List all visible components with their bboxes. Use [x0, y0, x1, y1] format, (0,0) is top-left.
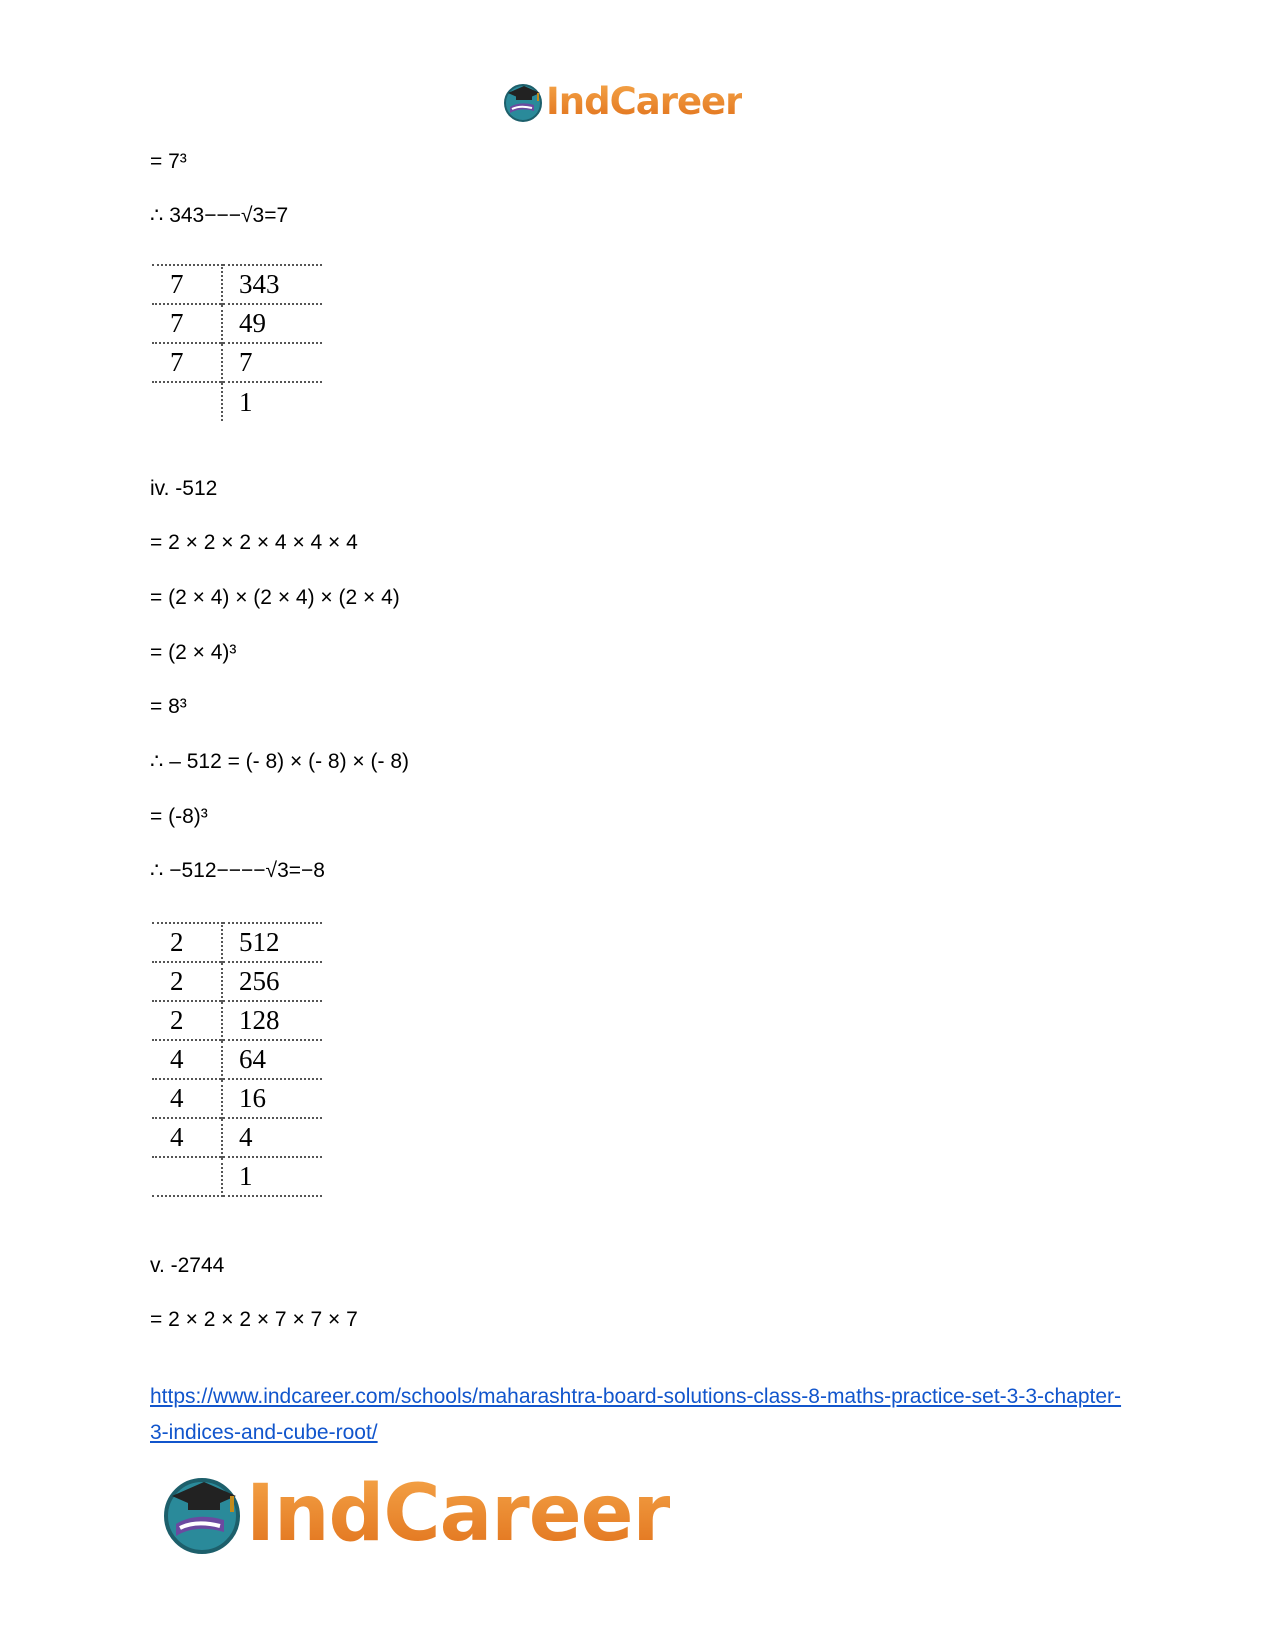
divisor-cell: 4	[152, 1040, 222, 1079]
table-row	[152, 265, 322, 304]
divisor-cell: 7	[152, 304, 222, 343]
header-logo	[502, 80, 742, 124]
graduation-cap-book-globe-icon	[160, 1472, 244, 1556]
table-row	[152, 1157, 322, 1196]
math-line: = 8³	[150, 695, 187, 718]
quotient-cell: 64	[222, 1040, 322, 1079]
divisor-cell: 2	[152, 962, 222, 1001]
quotient-cell: 128	[222, 1001, 322, 1040]
divisor-cell: 7	[152, 265, 222, 304]
table-row	[152, 1001, 322, 1040]
quotient-cell: 256	[222, 962, 322, 1001]
source-link[interactable]: https://www.indcareer.com/schools/maharashtra-board-solutions-class-8-maths-practice-set-3-3-chapter-3-indices-and-cube-root/	[150, 1385, 1122, 1444]
quotient-cell: 1	[222, 382, 322, 421]
quotient-cell: 1	[222, 1157, 322, 1196]
math-line: ∴ −512−−−−√3=−8	[150, 859, 325, 882]
table-row	[152, 923, 322, 962]
math-line: v. -2744	[150, 1254, 225, 1277]
divisor-cell: 7	[152, 343, 222, 382]
division-table-512	[152, 922, 322, 1197]
quotient-cell: 343	[222, 265, 322, 304]
table-row	[152, 304, 322, 343]
table-row	[152, 1040, 322, 1079]
table-row	[152, 1118, 322, 1157]
quotient-cell: 4	[222, 1118, 322, 1157]
quotient-cell: 49	[222, 304, 322, 343]
divisor-cell: 2	[152, 1001, 222, 1040]
math-line: = 7³	[150, 150, 187, 173]
footer-logo	[160, 1468, 670, 1560]
brand-name: IndCareer	[546, 80, 743, 123]
math-line: = (-8)³	[150, 805, 208, 828]
math-line: = (2 × 4)³	[150, 641, 237, 664]
table-row	[152, 382, 322, 421]
math-line: ∴ – 512 = (- 8) × (- 8) × (- 8)	[150, 750, 410, 773]
table-row	[152, 962, 322, 1001]
divisor-cell	[152, 1157, 222, 1196]
divisor-cell: 4	[152, 1118, 222, 1157]
math-line: = (2 × 4) × (2 × 4) × (2 × 4)	[150, 586, 400, 609]
math-line: ∴ 343−−−√3=7	[150, 204, 289, 227]
table-row	[152, 343, 322, 382]
quotient-cell: 512	[222, 923, 322, 962]
quotient-cell: 7	[222, 343, 322, 382]
divisor-cell	[152, 382, 222, 421]
graduation-cap-book-globe-icon	[502, 81, 544, 123]
math-line: iv. -512	[150, 477, 218, 500]
divisor-cell: 2	[152, 923, 222, 962]
table-row	[152, 1079, 322, 1118]
division-table-343	[152, 264, 322, 421]
math-line: = 2 × 2 × 2 × 7 × 7 × 7	[150, 1308, 358, 1331]
quotient-cell: 16	[222, 1079, 322, 1118]
divisor-cell: 4	[152, 1079, 222, 1118]
math-line: = 2 × 2 × 2 × 4 × 4 × 4	[150, 531, 358, 554]
brand-name: IndCareer	[246, 1469, 670, 1559]
